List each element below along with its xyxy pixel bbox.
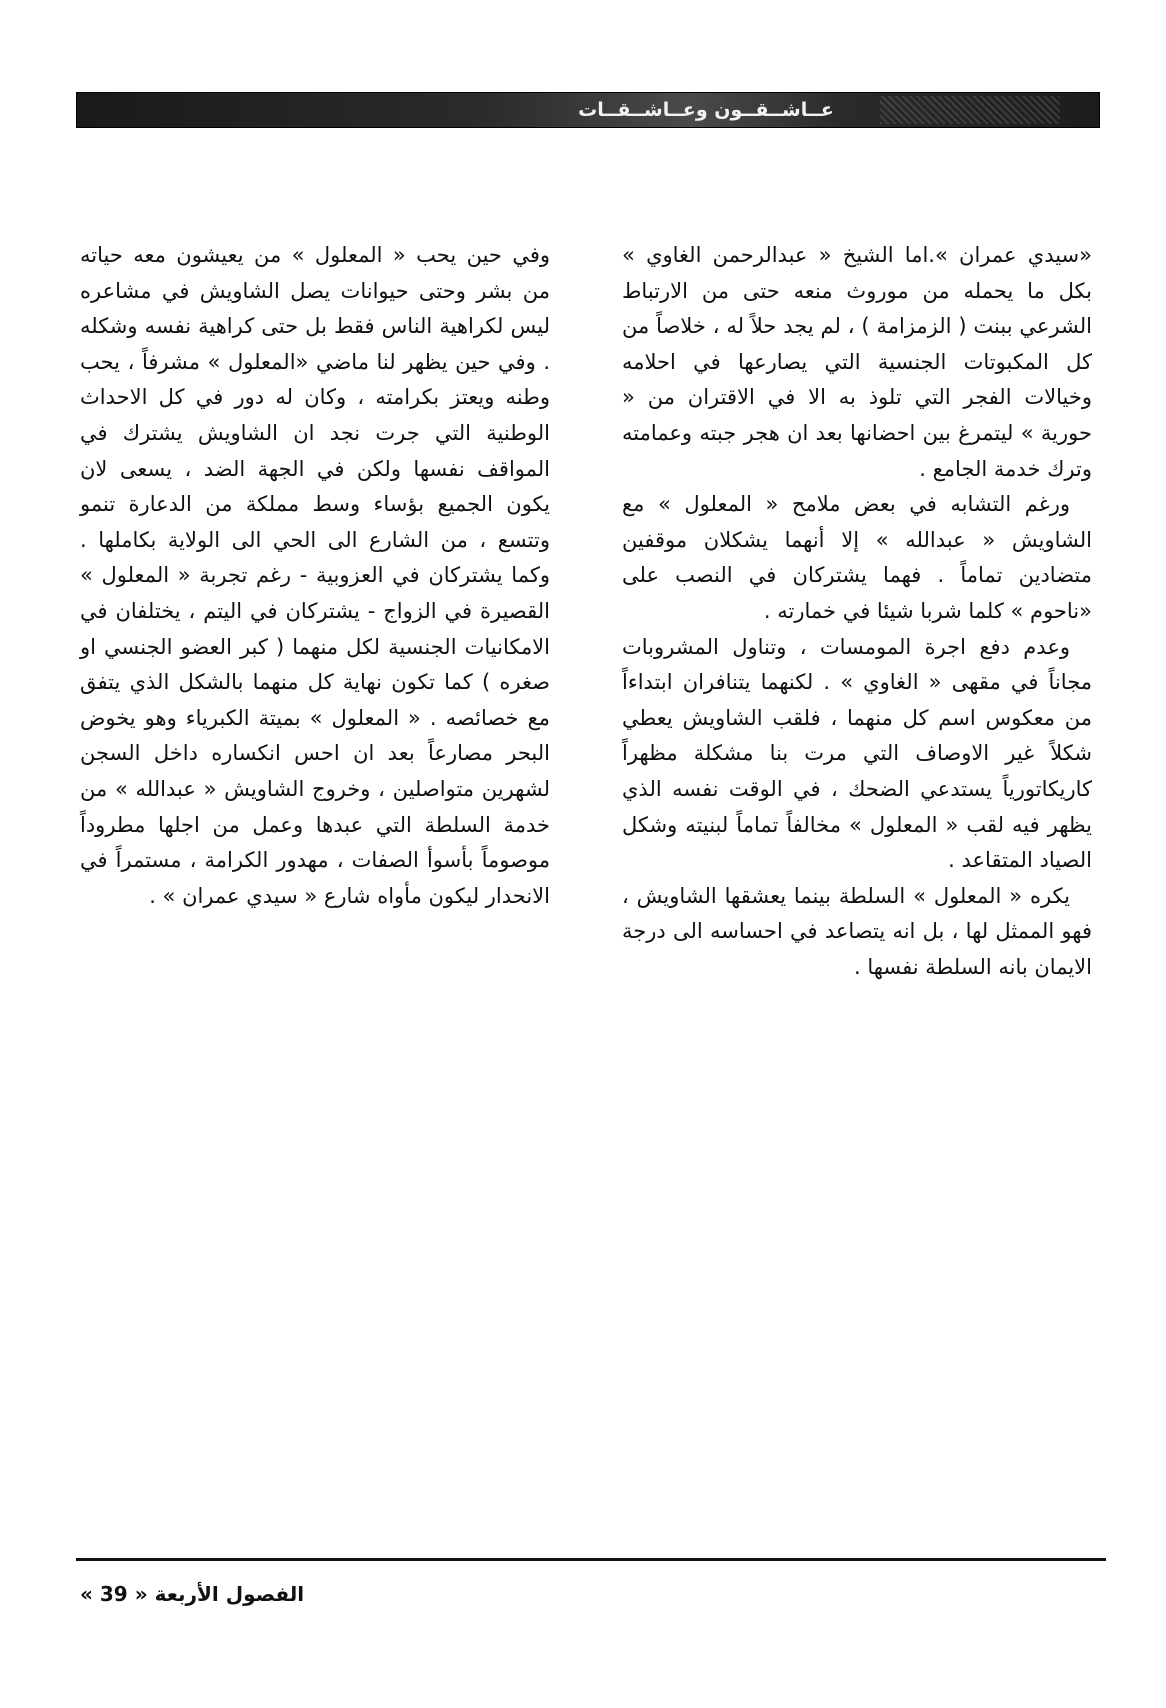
page-number: « 39 » [80, 1582, 148, 1606]
footer-rule [76, 1558, 1106, 1561]
section-title: عــاشــقــون وعــاشــقــات [578, 99, 834, 121]
paragraph: وفي حين يحب « المعلول » من يعيشون معه حياته من بشر وحتى حيوانات يصل الشاويش في مشاعره ليس لكراهية الناس فقط بل حتى كراهية نفسه وشكله . وفي حين يظهر لنا ماضي «المعلول » مشرفاً ، يحب وطنه ويعتز بكرامته ، وكان له دور في كل الاحداث الوطنية التي جرت نجد ان الشاويش يشترك في المواقف نفسها ولكن في الجهة الضد ، يسعى لان يكون الجميع بؤساء وسط مملكة من الدعارة تنمو وتتسع ، من الشارع الى الحي الى الولاية بكاملها . وكما يشتركان في العزوبية - رغم تجربة « المعلول » القصيرة في الزواج - يشتركان في اليتم ، يختلفان في الامكانيات الجنسية لكل منهما ( كبر العضو الجنسي او صغره ) كما تكون نهاية كل منهما بالشكل الذي يتفق مع خصائصه . « المعلول » بميتة الكبرياء وهو يخوض البحر مصارعاً بعد ان احس انكساره داخل السجن لشهرين متواصلين ، وخروج الشاويش « عبدالله » من خدمة السلطة التي عبدها وعمل من اجلها مطروداً موصوماً بأسوأ الصفات ، مهدور الكرامة ، مستمراً في الانحدار ليكون مأواه شارع « سيدي عمران » . [80, 243, 550, 908]
page-footer [80, 1582, 304, 1606]
text-column-left [80, 238, 550, 914]
paragraph: وعدم دفع اجرة المومسات ، وتناول المشروبات مجاناً في مقهى « الغاوي » . لكنهما يتنافران ابتداءاً من معكوس اسم كل منهما ، فلقب الشاويش يعطي شكلاً غير الاوصاف التي مرت بنا مشكلة مظهراً كاريكاتورياً يستدعي الضحك ، في الوقت نفسه الذي يظهر فيه لقب « المعلول » مخالفاً تماماً لبنيته وشكل الصياد المتقاعد . [622, 634, 1092, 873]
section-header-band [76, 92, 1100, 128]
publication-name: الفصول الأربعة [154, 1582, 305, 1606]
paragraph: يكره « المعلول » السلطة بينما يعشقها الشاويش ، فهو الممثل لها ، بل انه يتصاعد في احساسه الى درجة الايمان بانه السلطة نفسها . [622, 883, 1092, 979]
text-column-right [622, 238, 1092, 985]
paragraph: ورغم التشابه في بعض ملامح « المعلول » مع الشاويش « عبدالله » إلا أنهما يشكلان موقفين متضادين تماماً . فهما يشتركان في النصب على «ناحوم » كلما شربا شيئا في خمارته . [622, 492, 1092, 623]
paragraph: «سيدي عمران ».اما الشيخ « عبدالرحمن الغاوي » بكل ما يحمله من موروث منعه حتى من الارتباط الشرعي ببنت ( الزمزامة ) ، لم يجد حلاً له ، خلاصاً من كل المكبوتات الجنسية التي يصارعها في احلامه وخيالات الفجر التي تلوذ به الا في الاقتران من « حورية » ليتمرغ بين احضانها بعد ان هجر جبته وعمامته وترك خدمة الجامع . [622, 243, 1092, 481]
